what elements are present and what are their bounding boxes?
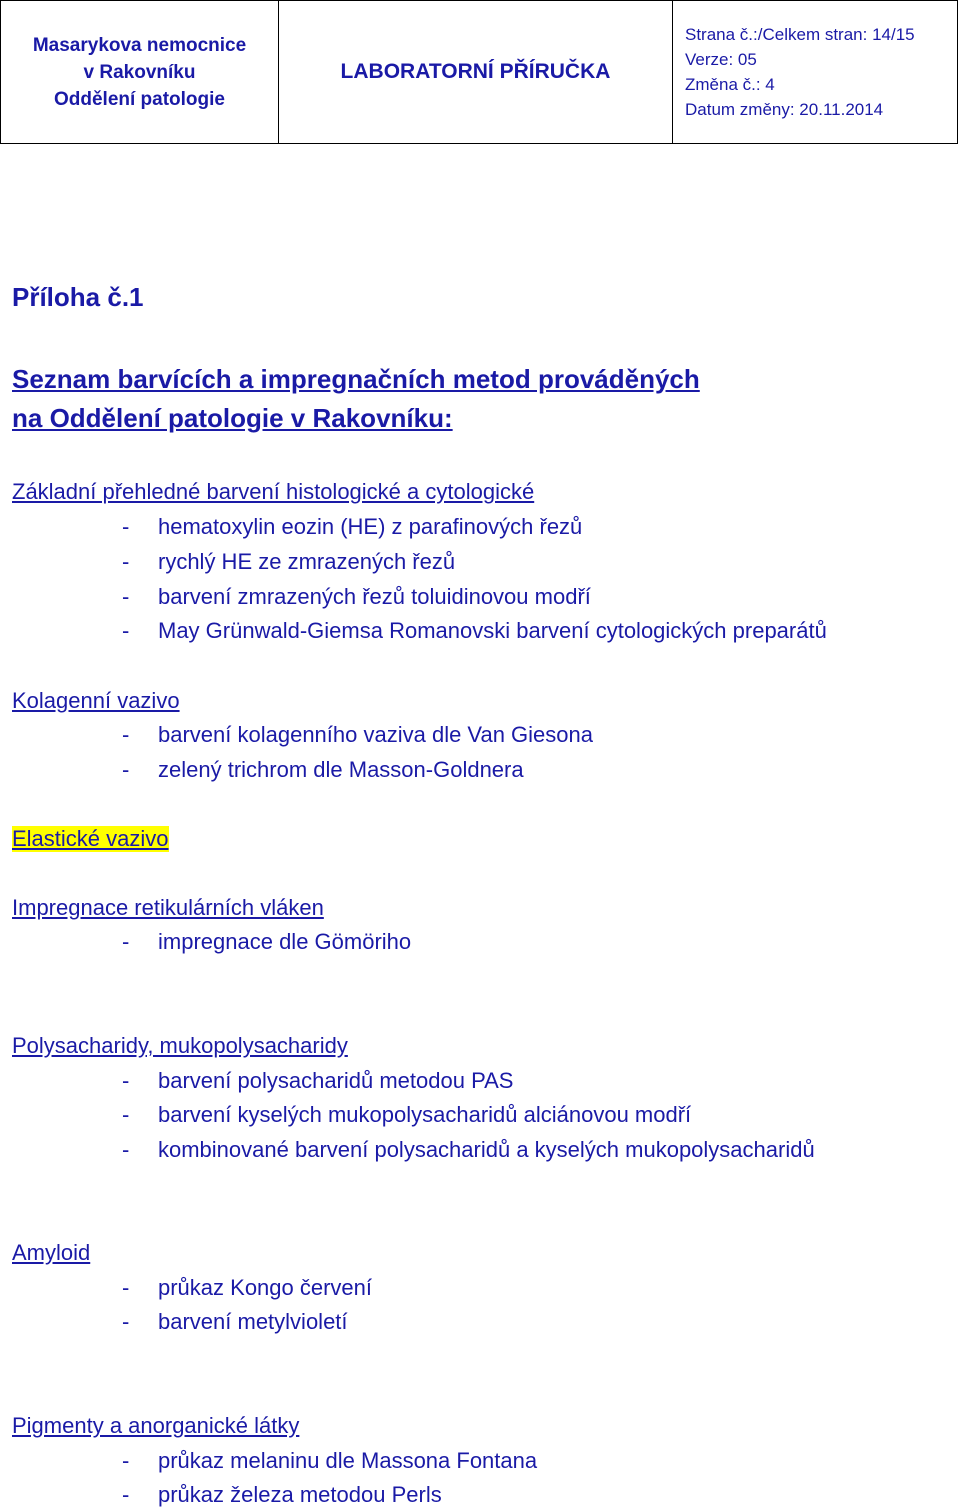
list-item [122,584,591,610]
section-title-elastic: Elastické vazivo [12,826,169,851]
list-item-text: barvení kyselých mukopolysacharidů alciánovou modří [158,1102,692,1127]
list-item-text: kombinované barvení polysacharidů a kyselých mukopolysacharidů [158,1137,815,1162]
bullet-dash: - [122,722,130,747]
list-item [122,1309,348,1335]
doc-title: LABORATORNÍ PŘÍRUČKA [340,60,611,83]
org-line-1: Masarykova nemocnice [32,34,247,56]
list-item [122,1068,513,1094]
bullet-dash: - [122,1275,130,1300]
bullet-dash: - [122,1068,130,1093]
list-item [122,1448,537,1474]
section-title-polysaccharides: Polysacharidy, mukopolysacharidy [12,1033,348,1058]
bullet-dash: - [122,584,130,609]
org-line-3: Oddělení patologie [53,88,225,110]
change-number: Změna č.: 4 [685,75,775,94]
list-item-text: impregnace dle Gömöriho [158,929,412,954]
bullet-dash: - [122,1448,130,1473]
list-item [122,722,593,748]
section-title-collagen: Kolagenní vazivo [12,688,180,713]
bullet-dash: - [122,1102,130,1127]
list-item-text: průkaz železa metodou Perls [158,1482,442,1507]
page-info: Strana č.:/Celkem stran: 14/15 [685,25,915,44]
list-item-text: průkaz melaninu dle Massona Fontana [158,1448,538,1473]
bullet-dash: - [122,618,130,643]
document-header [0,0,958,144]
list-item-text: barvení kolagenního vaziva dle Van Giesona [158,722,593,747]
list-item-text: průkaz Kongo červení [158,1275,373,1300]
change-date: Datum změny: 20.11.2014 [685,100,884,119]
section-title-basic: Základní přehledné barvení histologické a cytologické [12,479,535,504]
list-item-text: rychlý HE ze zmrazených řezů [158,549,456,574]
bullet-dash: - [122,757,130,782]
list-item-text: barvení polysacharidů metodou PAS [158,1068,514,1093]
list-item [122,757,524,783]
list-item-text: May Grünwald-Giemsa Romanovski barvení cytologických preparátů [158,618,827,643]
header-doc-title [279,1,673,143]
bullet-dash: - [122,1482,130,1507]
list-item [122,1482,442,1508]
bullet-dash: - [122,1137,130,1162]
list-item [122,514,582,540]
list-item-text: barvení metylvioletí [158,1309,348,1334]
header-doc-info [673,1,957,143]
list-item [122,1137,815,1163]
section-title-pigments: Pigmenty a anorganické látky [12,1413,300,1438]
bullet-dash: - [122,549,130,574]
bullet-dash: - [122,514,130,539]
list-item [122,618,827,644]
heading-line-2: na Oddělení patologie v Rakovníku: [12,403,453,433]
org-line-2: v Rakovníku [83,61,196,83]
list-item-text: hematoxylin eozin (HE) z parafinových řezů [158,514,583,539]
heading-line-1: Seznam barvících a impregnačních metod prováděných [12,364,700,394]
bullet-dash: - [122,1309,130,1334]
list-item [122,549,455,575]
version: Verze: 05 [685,50,757,69]
annex-title: Příloha č.1 [12,282,144,312]
list-item [122,1102,691,1128]
list-item [122,1275,372,1301]
list-item [122,929,411,955]
list-item-text: barvení zmrazených řezů toluidinovou modří [158,584,591,609]
section-title-reticular: Impregnace retikulárních vláken [12,895,324,920]
header-organization [1,1,279,143]
list-item-text: zelený trichrom dle Masson-Goldnera [158,757,524,782]
section-title-amyloid: Amyloid [12,1240,91,1265]
bullet-dash: - [122,929,130,954]
document-heading [12,360,700,438]
